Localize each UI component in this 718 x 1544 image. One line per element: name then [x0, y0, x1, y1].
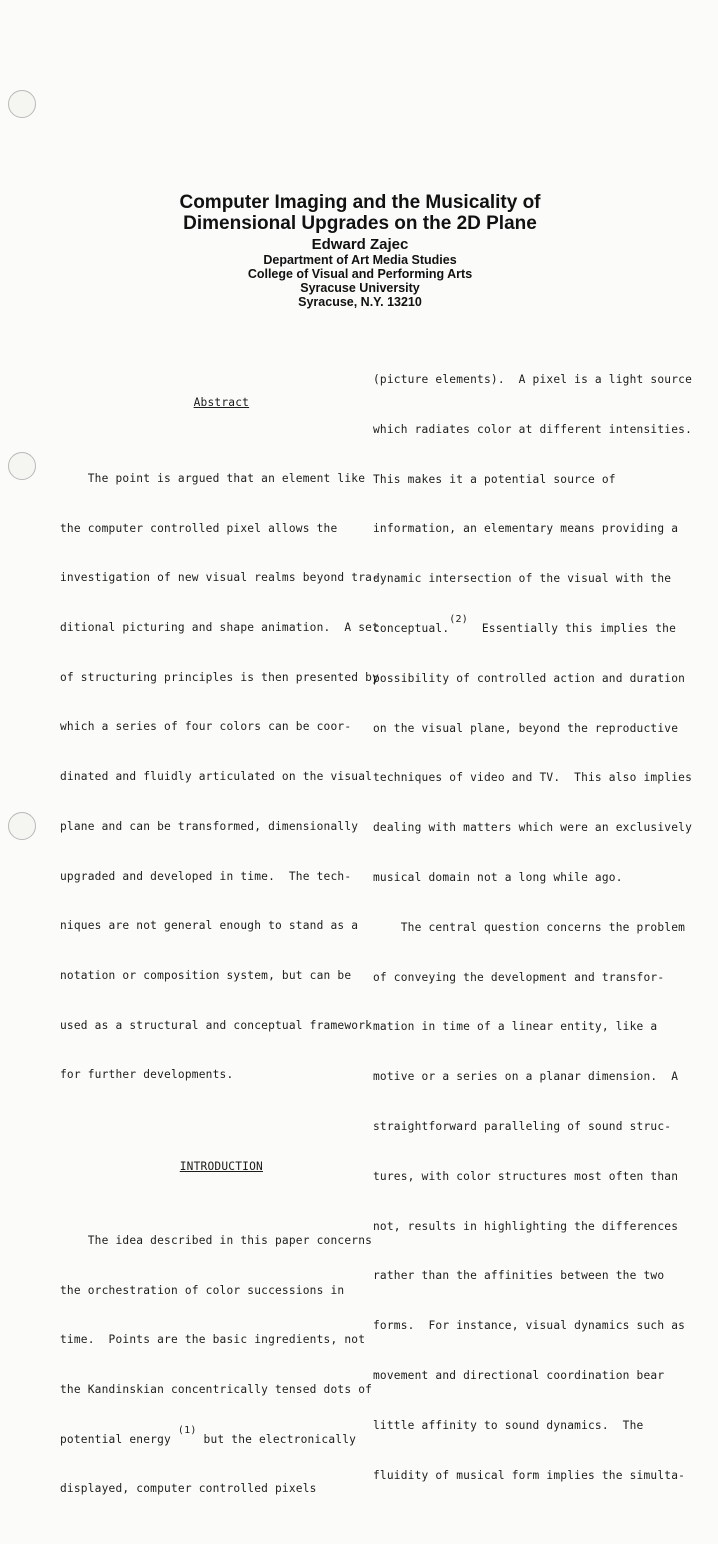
body-line: which radiates color at different intensities.	[373, 422, 693, 436]
body-line: displayed, computer controlled pixels	[60, 1482, 317, 1496]
body-line: mation in time of a linear entity, like a	[373, 1020, 658, 1034]
footnote-marker-1: (1)	[177, 1424, 197, 1436]
body-line: notation or composition system, but can be	[60, 968, 352, 982]
university: Syracuse University	[300, 281, 420, 295]
binder-hole-middle	[8, 452, 36, 480]
left-column	[60, 353, 380, 1544]
body-line: which a series of four colors can be coor-	[60, 720, 352, 734]
college: College of Visual and Performing Arts	[247, 267, 473, 281]
department: Department of Art Media Studies	[263, 253, 457, 267]
body-line: the Kandinskian concentrically tensed dots of	[60, 1383, 373, 1396]
body-line: niques are not general enough to stand as a	[60, 919, 359, 933]
body-line: motive or a series on a planar dimension. A	[373, 1070, 679, 1084]
body-line: possibility of controlled action and duration	[373, 671, 686, 685]
body-line: little affinity to sound dynamics. The	[373, 1418, 644, 1432]
binder-hole-bottom	[8, 812, 36, 840]
body-line: rather than the affinities between the two	[373, 1269, 665, 1283]
body-line: fluidity of musical form implies the simulta-	[373, 1468, 686, 1482]
body-line: on the visual plane, beyond the reproductive	[373, 721, 679, 735]
abstract-body	[60, 445, 380, 1117]
body-line: not, results in highlighting the differences	[373, 1219, 679, 1233]
body-line: This makes it a potential source of	[373, 472, 616, 486]
body-line: straightforward paralleling of sound struc-	[373, 1119, 672, 1133]
body-line: investigation of new visual realms beyond tra-	[60, 571, 380, 585]
body-line: of structuring principles is then presented by	[60, 670, 380, 684]
footnote-marker-2: (2)	[449, 613, 468, 625]
introduction-body	[60, 1207, 373, 1531]
body-line: forms. For instance, visual dynamics such as	[373, 1319, 686, 1333]
body-line: (picture elements). A pixel is a light source	[373, 373, 693, 386]
abstract-heading: Abstract	[193, 396, 250, 409]
body-line: The central question concerns the problem	[373, 920, 686, 934]
body-line: dynamic intersection of the visual with the	[373, 572, 672, 586]
body-line-with-footnote: potential energy $^{(1)}$ but the electronically	[60, 1424, 357, 1446]
body-line: used as a structural and conceptual framework	[60, 1018, 373, 1032]
body-line: The idea described in this paper concerns	[60, 1233, 373, 1247]
body-line: techniques of video and TV. This also implies	[373, 771, 693, 785]
body-line: musical domain not a long while ago.	[373, 870, 623, 884]
body-line-with-footnote: conceptual.$^{(2)}$ Essentially this implies the	[373, 613, 677, 635]
introduction-heading: INTRODUCTION	[179, 1159, 263, 1173]
body-line: The point is argued that an element like	[60, 472, 366, 485]
body-line: information, an elementary means providing a	[373, 522, 679, 536]
right-column	[373, 346, 693, 1504]
paper-header	[120, 192, 600, 309]
body-line: ditional picturing and shape animation. A set	[60, 621, 380, 635]
body-line: time. Points are the basic ingredients, not	[60, 1333, 366, 1347]
title-line-1: Computer Imaging and the Musicality of	[179, 192, 541, 213]
body-line: for further developments.	[60, 1068, 234, 1082]
body-line: upgraded and developed in time. The tech-	[60, 869, 352, 883]
author-name: Edward Zajec	[311, 236, 409, 253]
title-line-2: Dimensional Upgrades on the 2D Plane	[183, 213, 537, 234]
body-line: dealing with matters which were an exclusively	[373, 821, 693, 835]
body-line: the orchestration of color successions in	[60, 1283, 345, 1297]
body-line: the computer controlled pixel allows the	[60, 521, 338, 535]
body-line: movement and directional coordination bear	[373, 1368, 665, 1382]
address: Syracuse, N.Y. 13210	[298, 295, 422, 309]
body-line: tures, with color structures most often than	[373, 1169, 679, 1183]
body-line: of conveying the development and transfor-	[373, 970, 665, 984]
binder-hole-top	[8, 90, 36, 118]
body-line: plane and can be transformed, dimensionally	[60, 819, 359, 833]
body-line: dinated and fluidly articulated on the visual	[60, 770, 373, 784]
